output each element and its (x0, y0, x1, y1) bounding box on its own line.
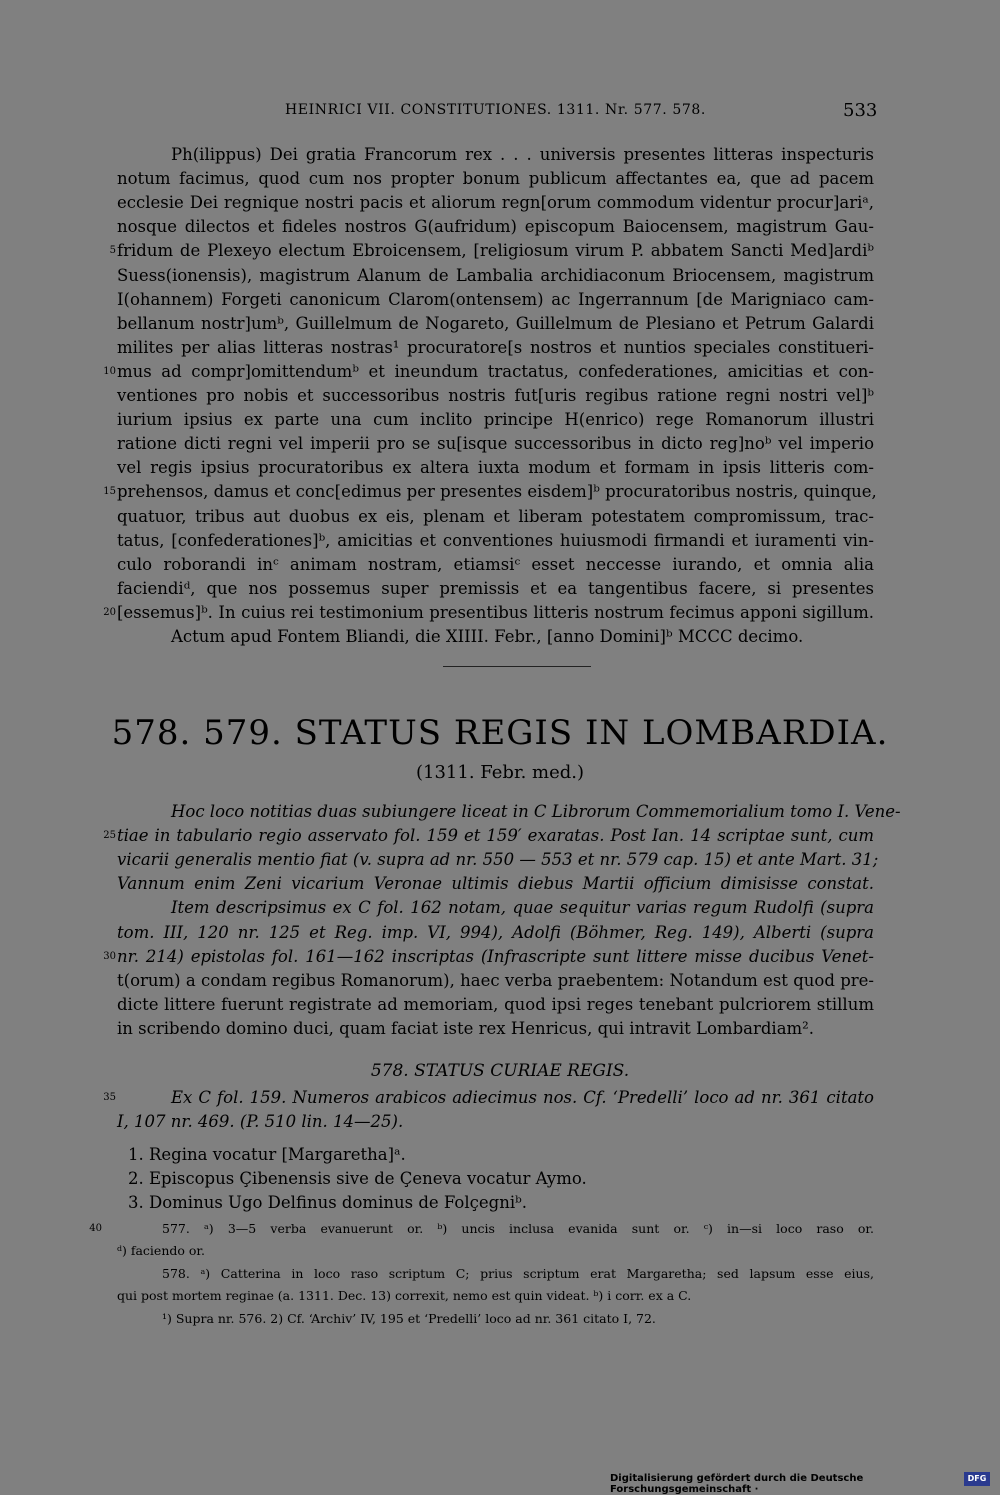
intro-line: dicte littere fuerunt registrate ad memoriam, quod ipsi reges tenebant pulcriorem stillum (117, 994, 874, 1014)
body-line: prehensos, damus et conc[edimus per presentes eisdem]ᵇ procuratoribus nostris, quinque, (117, 482, 877, 502)
running-head (0, 98, 1000, 126)
intro-line: Vannum enim Zeni vicarium Veronae ultimis diebus Martii officium dimisisse constat. (117, 874, 874, 894)
body-line: [essemus]ᵇ. In cuius rei testimonium presentibus litteris nostrum fecimus apponi sigillum. (117, 602, 874, 622)
line-number: 20 (103, 606, 116, 618)
section-date: (1311. Febr. med.) (415, 762, 584, 783)
body-line: nosque dilectos et fideles nostros G(aufridum) episcopum Baiocensem, magistrum Gau- (117, 217, 874, 237)
line-number: 40 (89, 1223, 102, 1234)
body-line: culo roborandi inᶜ animam nostram, etiamsiᶜ esset neccesse iurando, et omnia alia (117, 554, 874, 574)
line-number: 15 (103, 486, 116, 498)
subsection-title: 578. STATUS CURIAE REGIS. (370, 1061, 630, 1081)
line-number: 5 (109, 245, 116, 257)
section-title: 578. 579. STATUS REGIS IN LOMBARDIA. (111, 713, 889, 753)
section-divider (443, 666, 591, 667)
list-item: 1. Regina vocatur [Margaretha]ᵃ. (128, 1145, 406, 1164)
line-number: 30 (103, 950, 116, 962)
intro-line: tiae in tabulario regio asservato fol. 159 et 159′ exaratas. Post Ian. 14 scriptae sunt, cum (117, 826, 874, 846)
running-title: HEINRICI VII. CONSTITUTIONES. 1311. Nr. 577. 578. (285, 102, 706, 118)
line-number: 10 (103, 365, 116, 377)
body-line: ratione dicti regni vel imperii pro se su[isque successoribus in dicto reg]noᵇ vel imperio (117, 434, 874, 454)
intro-line: Hoc loco notitias duas subiungere liceat in C Librorum Commemorialium tomo I. Vene- (171, 802, 901, 821)
dfg-logo: DFG (964, 1472, 990, 1486)
body-line: Ph(ilippus) Dei gratia Francorum rex . . . universis presentes litteras inspecturis (171, 145, 874, 164)
body-line: Suess(ionensis), magistrum Alanum de Lambalia archidiaconum Briocensem, magistrum (117, 265, 874, 285)
body-line: quatuor, tribus aut duobus ex eis, plenam et liberam potestatem compromissum, trac- (117, 506, 874, 526)
body-line: fridum de Plexeyo electum Ebroicensem, [religiosum virum P. abbatem Sancti Med]ardiᵇ (117, 241, 874, 261)
list-item: 3. Dominus Ugo Delfinus dominus de Folçegniᵇ. (128, 1193, 527, 1212)
body-line: iurium ipsius ex parte una cum inclito principe H(enrico) rege Romanorum illustri (117, 410, 874, 430)
body-line: ecclesie Dei regnique nostri pacis et aliorum regn[orum commodum videntur procur]ariᵃ, (117, 193, 874, 213)
body-line: milites per alias litteras nostras¹ procuratore[s nostros et nuntios speciales constitueri- (117, 337, 874, 357)
footnote-line: ᵈ) faciendo or. (117, 1243, 205, 1259)
body-line: notum facimus, quod cum nos propter bonum publicum affectantes ea, que ad pacem (117, 169, 874, 189)
source-line: Ex C fol. 159. Numeros arabicos adiecimus nos. Cf. ‘Predelli’ loco ad nr. 361 citato (171, 1088, 874, 1107)
body-line: tatus, [confederationes]ᵇ, amicitias et conventiones huiusmodi firmandi et iuramenti vin- (117, 530, 874, 550)
footnote-line: 577. ᵃ) 3—5 verba evanuerunt or. ᵇ) uncis inclusa evanida sunt or. ᶜ) in—si loco raso or. (162, 1221, 874, 1236)
footnote-line: 578. ᵃ) Catterina in loco raso scriptum C; prius scriptum erat Margaretha; sed lapsum esse eius, (162, 1265, 874, 1281)
intro-line: in scribendo domino duci, quam faciat iste rex Henricus, qui intravit Lombardiam². (117, 1018, 815, 1038)
body-line: I(ohannem) Forgeti canonicum Clarom(ontensem) ac Ingerrannum [de Marigniaco cam- (117, 289, 874, 309)
body-line: faciendiᵈ, que nos possemus super premissis et ea tangentibus facere, si presentes (117, 578, 874, 598)
intro-line: t(orum) a condam regibus Romanorum), haec verba praebentem: Notandum est quod pre- (117, 970, 874, 990)
line-number: 25 (103, 830, 116, 842)
body-line: bellanum nostr]umᵇ, Guillelmum de Nogareto, Guillelmum de Plesiano et Petrum Galardi (117, 313, 874, 333)
intro-line: Item descripsimus ex C fol. 162 notam, quae sequitur varias regum Rudolfi (supra (171, 898, 874, 918)
digitization-credit: Digitalisierung gefördert durch die Deutsche Forschungsgemeinschaft · (610, 1473, 864, 1495)
body-line: vel regis ipsius procuratoribus ex altera iuxta modum et formam in ipsis litteris com- (117, 458, 874, 478)
intro-line: vicarii generalis mentio fiat (v. supra ad nr. 550 — 553 et nr. 579 cap. 15) et ante Mart. 31; (117, 850, 879, 870)
page-number: 533 (843, 100, 878, 121)
source-line: I, 107 nr. 469. (P. 510 lin. 14—25). (117, 1112, 404, 1131)
body-line: Actum apud Fontem Bliandi, die XIIII. Febr., [anno Domini]ᵇ MCCC decimo. (171, 627, 804, 646)
intro-line: tom. III, 120 nr. 125 et Reg. imp. VI, 994), Adolfi (Böhmer, Reg. 149), Alberti (supra (117, 922, 874, 942)
list-item: 2. Episcopus Çibenensis sive de Çeneva vocatur Aymo. (128, 1169, 587, 1188)
intro-line: nr. 214) epistolas fol. 161—162 inscriptas (Infrascripte sunt littere misse ducibus Venet- (117, 946, 874, 966)
body-line: mus ad compr]omittendumᵇ et ineundum tractatus, confederationes, amicitias et con- (117, 361, 874, 381)
footnote-line: ¹) Supra nr. 576. 2) Cf. ‘Archiv’ IV, 195 et ‘Predelli’ loco ad nr. 361 citato I, 72. (162, 1310, 656, 1326)
line-number: 35 (103, 1092, 116, 1103)
body-line: ventiones pro nobis et successoribus nostris fut[uris regibus ratione regni nostri vel]ᵇ (117, 386, 874, 405)
footnote-line: qui post mortem reginae (a. 1311. Dec. 13) correxit, nemo est quin videat. ᵇ) i corr. ex a C. (117, 1288, 692, 1304)
